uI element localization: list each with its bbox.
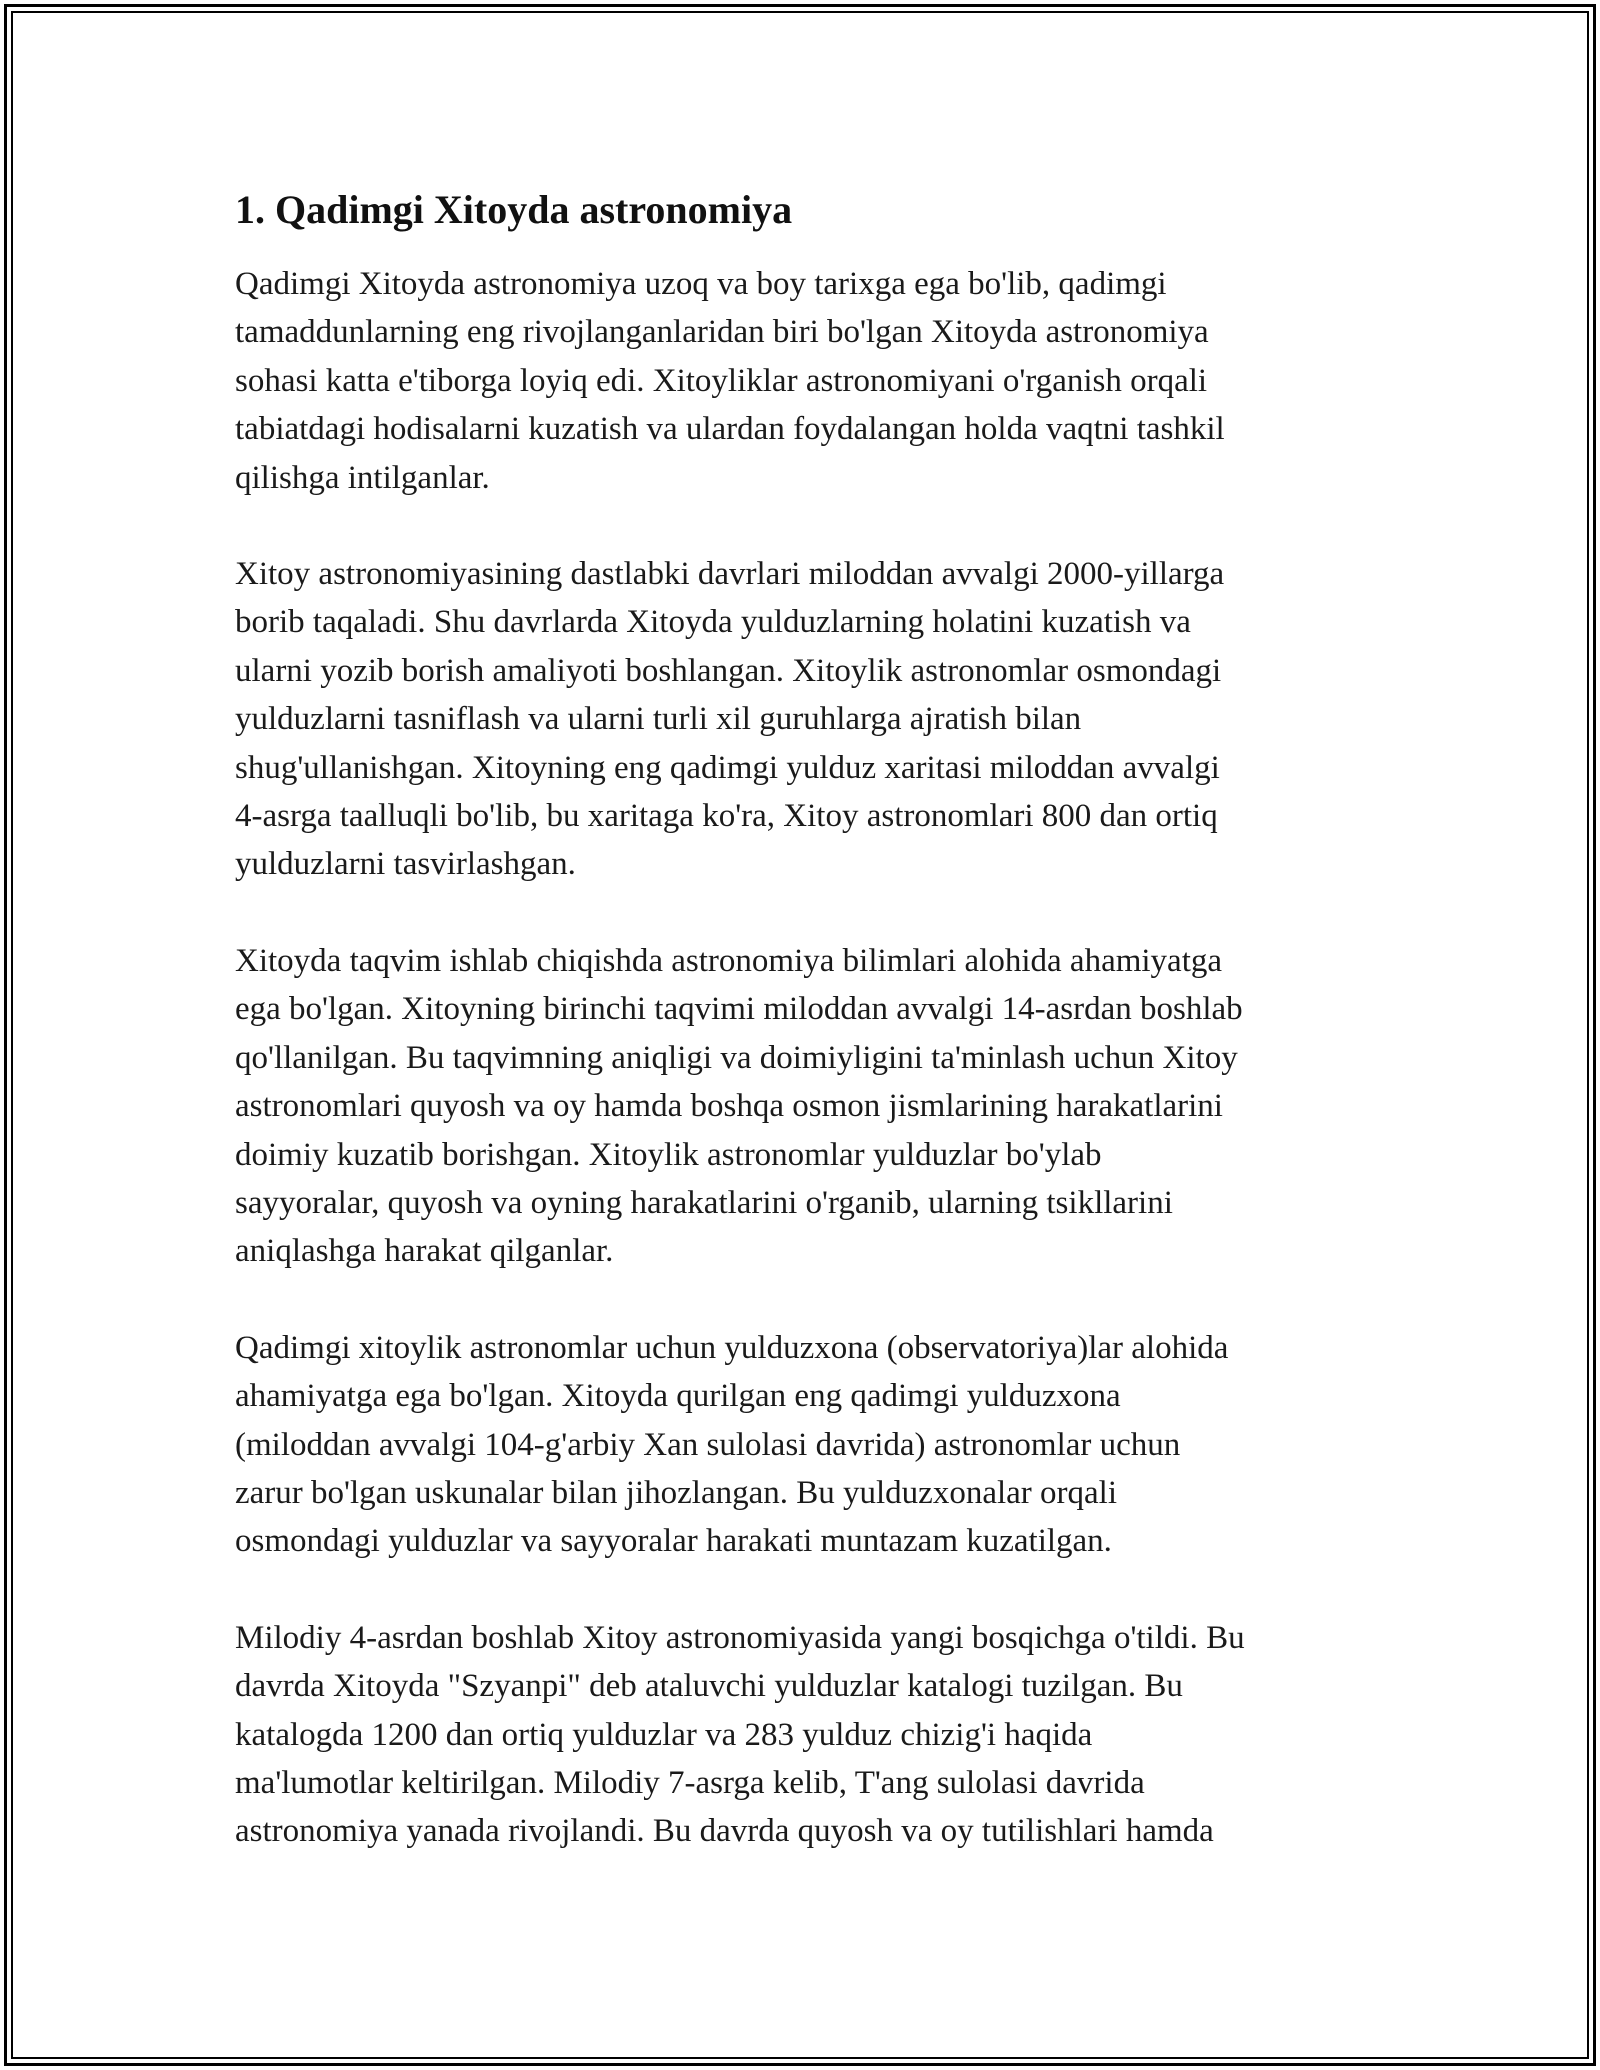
paragraph [235,937,1395,1276]
paragraph-line: tamaddunlarning eng rivojlanganlaridan biri bo'lgan Xitoyda astronomiya [235,314,1209,351]
paragraph-line: yulduzlarni tasniflash va ularni turli xil guruhlarga ajratish bilan [235,701,1082,738]
paragraph-line: Qadimgi Xitoyda astronomiya uzoq va boy tarixga ega bo'lib, qadimgi [235,266,1167,302]
paragraph-line: borib taqaladi. Shu davrlarda Xitoyda yulduzlarning holatini kuzatish va [235,604,1191,641]
paragraph [235,1614,1395,1856]
paragraph-line: shug'ullanishgan. Xitoyning eng qadimgi yulduz xaritasi miloddan avvalgi [235,749,1220,786]
paragraph-line: Qadimgi xitoylik astronomlar uchun yulduzxona (observatoriya)lar alohida [235,1329,1229,1366]
paragraph [235,1324,1395,1566]
paragraph-line: ahamiyatga ega bo'lgan. Xitoyda qurilgan eng qadimgi yulduzxona [235,1378,1121,1415]
paragraph-line: ma'lumotlar keltirilgan. Milodiy 7-asrga kelib, T'ang sulolasi davrida [235,1764,1145,1801]
document-body [235,186,1395,1904]
paragraph-line: doimiy kuzatib borishgan. Xitoylik astronomlar yulduzlar bo'ylab [235,1136,1102,1173]
paragraph-line: Xitoyda taqvim ishlab chiqishda astronomiya bilimlari alohida ahamiyatga [235,942,1223,979]
paragraph-line: davrda Xitoyda "Szyanpi" deb ataluvchi yulduzlar katalogi tuzilgan. Bu [235,1668,1183,1705]
paragraph-line: qilishga intilganlar. [235,459,490,496]
paragraph-line: tabiatdagi hodisalarni kuzatish va ulardan foydalangan holda vaqtni tashkil [235,411,1225,448]
paragraph-line: Milodiy 4-asrdan boshlab Xitoy astronomiyasida yangi bosqichga o'tildi. Bu [235,1619,1245,1656]
paragraph-line: sayyoralar, quyosh va oyning harakatlarini o'rganib, ularning tsikllarini [235,1184,1173,1221]
paragraph [235,260,1395,502]
paragraph-line: 4-asrga taalluqli bo'lib, bu xaritaga ko'ra, Xitoy astronomlari 800 dan ortiq [235,798,1218,835]
paragraph-line: Xitoy astronomiyasining dastlabki davrlari miloddan avvalgi 2000-yillarga [235,556,1225,593]
paragraph-line: zarur bo'lgan uskunalar bilan jihozlangan. Bu yulduzxonalar orqali [235,1474,1118,1511]
paragraph-line: katalogda 1200 dan ortiq yulduzlar va 283 yulduz chizig'i haqida [235,1716,1093,1753]
paragraph-line: aniqlashga harakat qilganlar. [235,1233,614,1270]
paragraph-line: ega bo'lgan. Xitoyning birinchi taqvimi miloddan avvalgi 14-asrdan boshlab [235,991,1243,1028]
paragraph-line: (miloddan avvalgi 104-g'arbiy Xan sulolasi davrida) astronomlar uchun [235,1426,1181,1463]
paragraph-line: astronomlari quyosh va oy hamda boshqa osmon jismlarining harakatlarini [235,1088,1223,1125]
paragraph-line: astronomiya yanada rivojlandi. Bu davrda quyosh va oy tutilishlari hamda [235,1813,1214,1850]
section-heading: 1. Qadimgi Xitoyda astronomiya [235,187,793,232]
paragraph-line: sohasi katta e'tiborga loyiq edi. Xitoyliklar astronomiyani o'rganish orqali [235,362,1208,399]
paragraph-line: osmondagi yulduzlar va sayyoralar harakati muntazam kuzatilgan. [235,1523,1112,1560]
paragraph-line: qo'llanilgan. Bu taqvimning aniqligi va doimiyligini ta'minlash uchun Xitoy [235,1039,1238,1076]
paragraph-line: yulduzlarni tasvirlashgan. [235,846,576,883]
paragraph-line: ularni yozib borish amaliyoti boshlangan. Xitoylik astronomlar osmondagi [235,652,1222,689]
paragraph [235,550,1395,889]
